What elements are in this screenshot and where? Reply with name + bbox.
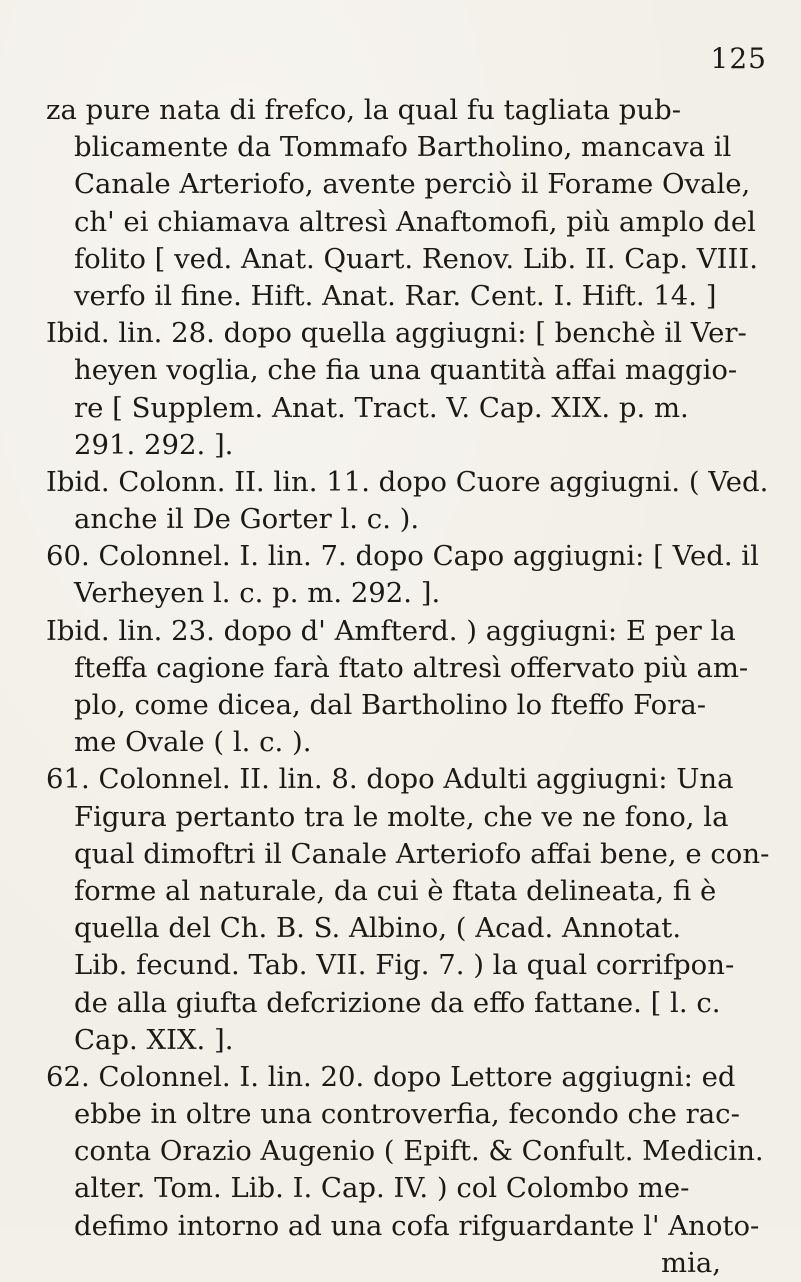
- text-line: me Ovale ( l. c. ).: [74, 726, 312, 759]
- text-line: blicamente da Tommafo Bartholino, mancava il: [74, 131, 732, 164]
- text-line: ch' ei chiamava altresì Anaftomofi, più amplo del: [74, 205, 756, 238]
- text-line: de alla giufta defcrizione da effo fattane. [ l. c.: [74, 986, 721, 1019]
- text-line: forme al naturale, da cui è ftata delineata, fi è: [74, 874, 717, 907]
- text-line: 291. 292. ].: [74, 428, 234, 461]
- text-line: 60. Colonnel. I. lin. 7. dopo Capo aggiugni: [ Ved. il: [46, 540, 759, 573]
- text-line: alter. Tom. Lib. I. Cap. IV. ) col Colombo me-: [74, 1172, 690, 1205]
- text-line: Canale Arteriofo, avente perciò il Forame Ovale,: [74, 168, 751, 201]
- text-line: Ibid. lin. 28. dopo quella aggiugni: [ benchè il Ver-: [46, 317, 747, 350]
- text-line: anche il De Gorter l. c. ).: [74, 503, 420, 536]
- text-line: Cap. XIX. ].: [74, 1023, 234, 1056]
- text-line: Ibid. lin. 23. dopo d' Amfterd. ) aggiugni: E per la: [46, 614, 736, 647]
- text-line: ebbe in oltre una controverfia, fecondo che rac-: [74, 1098, 740, 1131]
- text-line: Verheyen l. c. p. m. 292. ].: [74, 577, 441, 610]
- text-line: 62. Colonnel. I. lin. 20. dopo Lettore aggiugni: ed: [46, 1060, 736, 1093]
- text-line: za pure nata di frefco, la qual fu tagliata pub-: [46, 94, 681, 126]
- text-line: heyen voglia, che fia una quantità affai maggio-: [74, 354, 738, 387]
- text-line: folito [ ved. Anat. Quart. Renov. Lib. II. Cap. VIII.: [74, 242, 758, 275]
- page-number: 125: [710, 42, 767, 75]
- text-line: plo, come dicea, dal Bartholino lo fteffo Fora-: [74, 689, 707, 721]
- text-line: Lib. fecund. Tab. VII. Fig. 7. ) la qual corrifpon-: [74, 949, 735, 982]
- text-line: re [ Supplem. Anat. Tract. V. Cap. XIX. p. m.: [74, 391, 689, 424]
- text-line: fteffa cagione farà ftato altresì offervato più am-: [74, 651, 749, 684]
- text-line: Ibid. Colonn. II. lin. 11. dopo Cuore aggiugni. ( Ved.: [46, 465, 769, 498]
- text-line: qual dimoftri il Canale Arteriofo affai bene, e con-: [74, 837, 770, 870]
- text-line: conta Orazio Augenio ( Epift. & Confult. Medicin.: [74, 1135, 764, 1168]
- text-line: mia,: [661, 1246, 722, 1279]
- text-line: defimo intorno ad una cofa rifguardante l' Anoto-: [74, 1209, 760, 1242]
- text-line: 61. Colonnel. II. lin. 8. dopo Adulti aggiugni: Una: [46, 763, 734, 796]
- text-line: verfo il fine. Hift. Anat. Rar. Cent. I. Hift. 14. ]: [74, 279, 717, 312]
- text-line: quella del Ch. B. S. Albino, ( Acad. Annotat.: [74, 912, 682, 945]
- page-body-text: [46, 92, 770, 1282]
- text-line: Figura pertanto tra le molte, che ve ne fono, la: [74, 800, 729, 833]
